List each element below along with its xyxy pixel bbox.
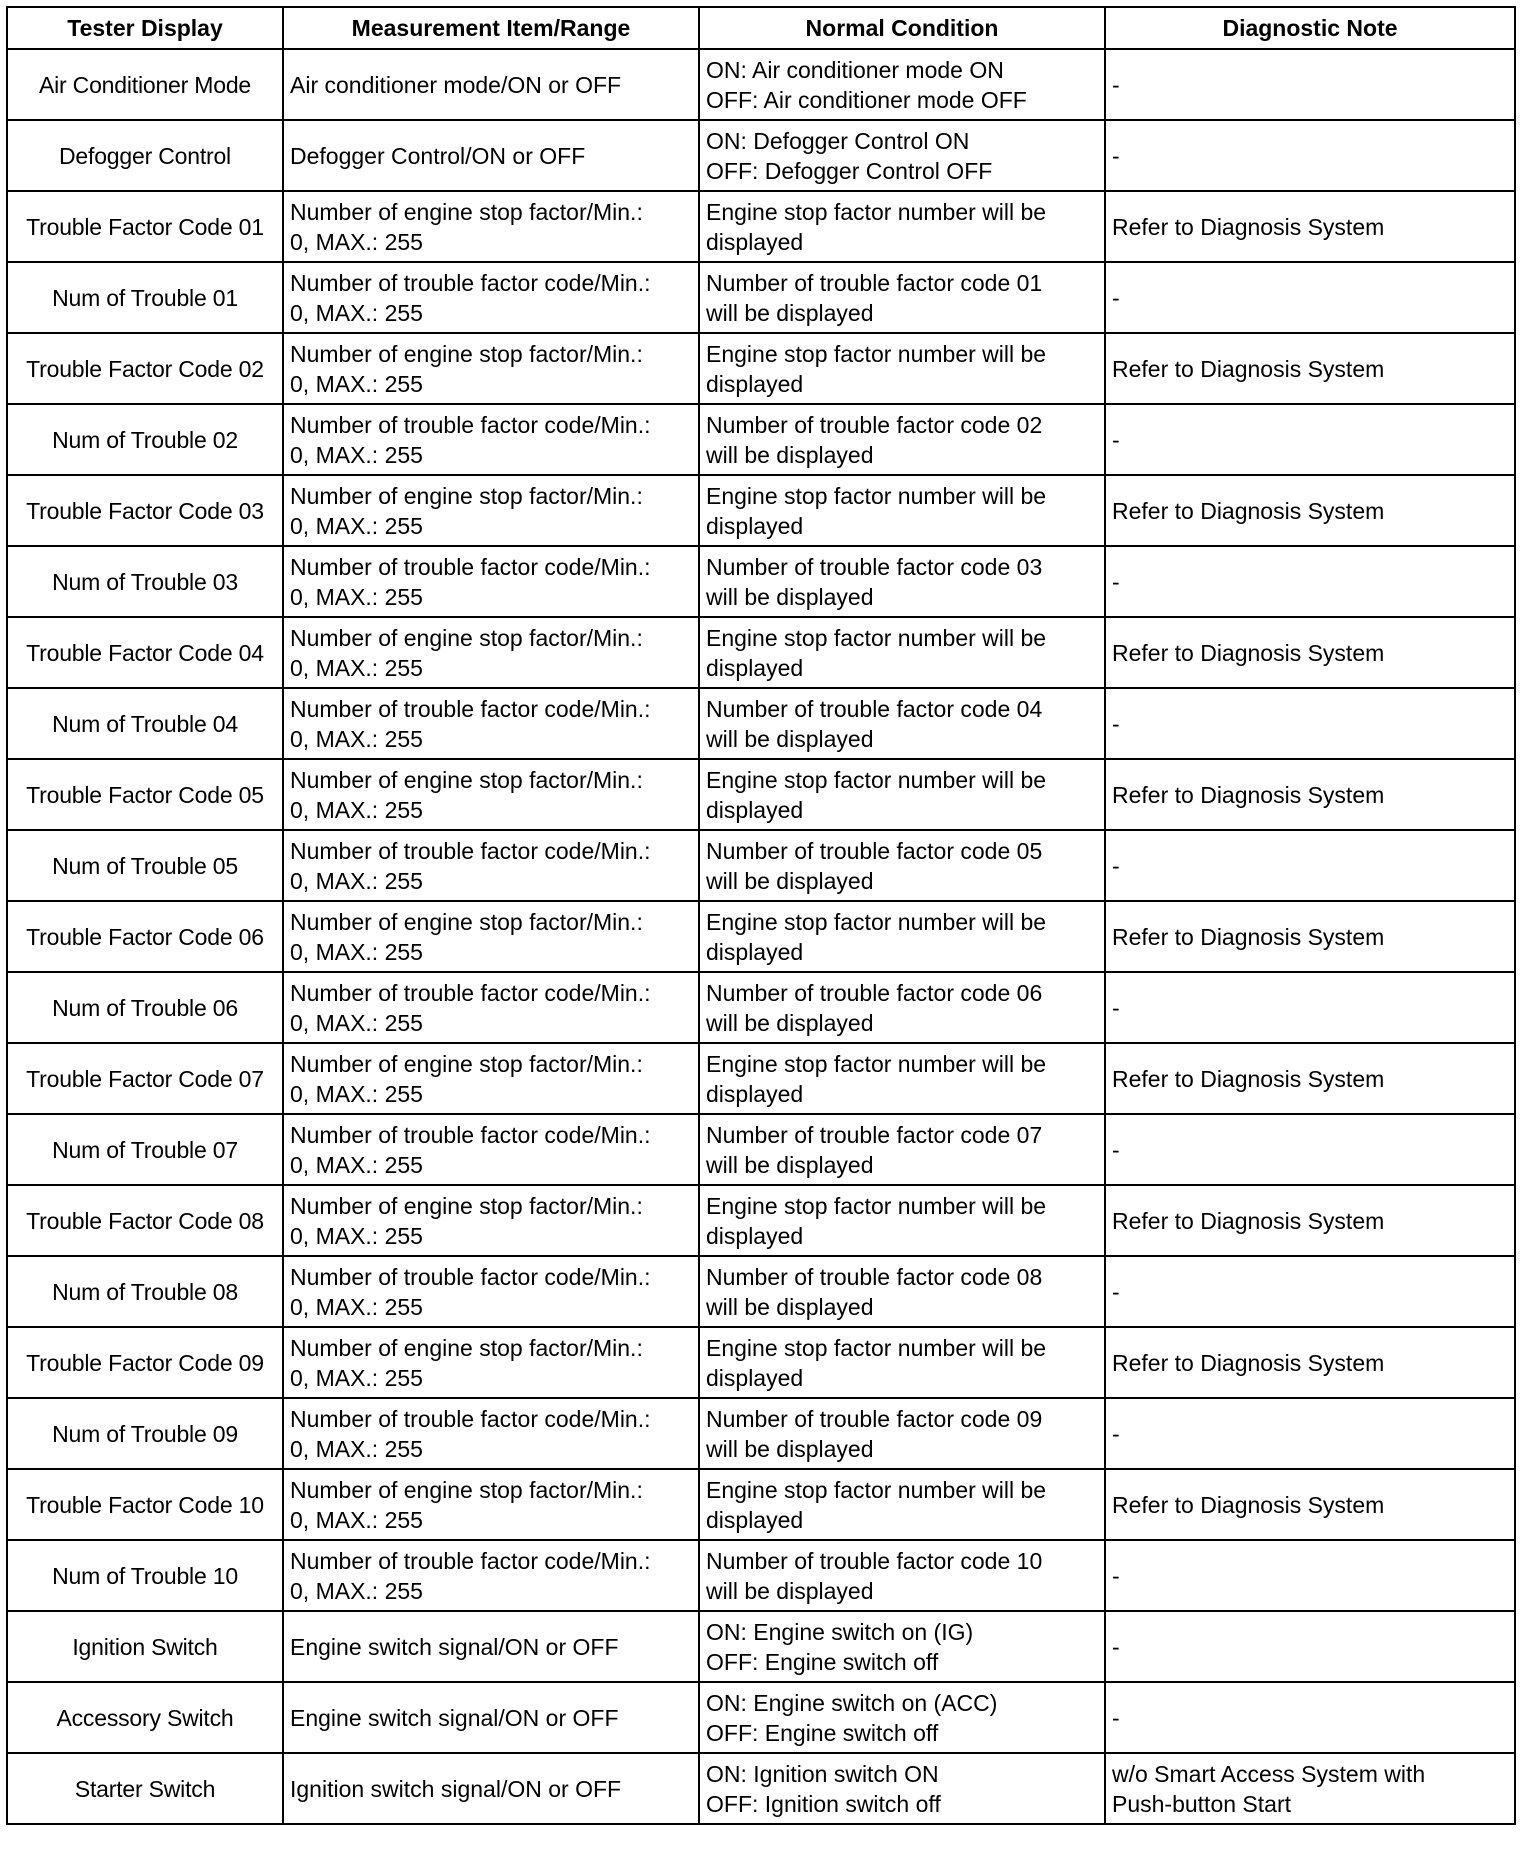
normal-condition-cell bbox=[699, 1327, 1105, 1398]
measurement-cell-line: 0, MAX.: 255 bbox=[290, 1009, 423, 1036]
diagnostic-note-cell-line: - bbox=[1112, 852, 1120, 879]
normal-condition-cell-line: displayed bbox=[706, 370, 804, 397]
measurement-cell bbox=[283, 1398, 699, 1469]
normal-condition-cell-line: displayed bbox=[706, 1222, 804, 1249]
measurement-cell-line: Number of trouble factor code/Min.: bbox=[290, 1121, 651, 1148]
diagnostic-note-cell bbox=[1105, 1043, 1515, 1114]
normal-condition-cell-line: OFF: Air conditioner mode OFF bbox=[706, 86, 1027, 113]
measurement-cell-line: Number of trouble factor code/Min.: bbox=[290, 1547, 651, 1574]
normal-condition-cell-line: ON: Ignition switch ON bbox=[706, 1760, 939, 1787]
measurement-cell bbox=[283, 759, 699, 830]
tester-display-cell: Trouble Factor Code 03 bbox=[7, 475, 283, 546]
table-row bbox=[7, 759, 1515, 830]
normal-condition-cell bbox=[699, 546, 1105, 617]
diagnostic-note-cell bbox=[1105, 262, 1515, 333]
diagnostic-note-cell bbox=[1105, 1753, 1515, 1824]
diagnostic-note-cell bbox=[1105, 830, 1515, 901]
diagnostic-note-cell bbox=[1105, 1114, 1515, 1185]
diagnostic-note-cell-line: Refer to Diagnosis System bbox=[1112, 923, 1385, 950]
table-row bbox=[7, 49, 1515, 120]
measurement-cell bbox=[283, 404, 699, 475]
normal-condition-cell bbox=[699, 1256, 1105, 1327]
measurement-cell bbox=[283, 1540, 699, 1611]
header-diagnostic-note: Diagnostic Note bbox=[1105, 7, 1515, 49]
normal-condition-cell-line: Engine stop factor number will be bbox=[706, 1050, 1047, 1077]
normal-condition-cell-line: Engine stop factor number will be bbox=[706, 766, 1047, 793]
normal-condition-cell bbox=[699, 333, 1105, 404]
diagnostic-note-cell-line: - bbox=[1112, 1562, 1120, 1589]
measurement-cell bbox=[283, 546, 699, 617]
measurement-cell-line: 0, MAX.: 255 bbox=[290, 583, 423, 610]
header-row bbox=[7, 7, 1515, 49]
normal-condition-cell bbox=[699, 759, 1105, 830]
table-row bbox=[7, 688, 1515, 759]
table-row bbox=[7, 972, 1515, 1043]
normal-condition-cell bbox=[699, 1398, 1105, 1469]
diagnostic-note-cell bbox=[1105, 617, 1515, 688]
normal-condition-cell-line: Engine stop factor number will be bbox=[706, 198, 1047, 225]
normal-condition-cell-line: displayed bbox=[706, 1080, 804, 1107]
diagnostic-note-cell bbox=[1105, 1469, 1515, 1540]
table-row bbox=[7, 617, 1515, 688]
table-row bbox=[7, 1398, 1515, 1469]
table-row bbox=[7, 262, 1515, 333]
diagnostic-note-cell bbox=[1105, 688, 1515, 759]
table-row bbox=[7, 1043, 1515, 1114]
tester-display-cell: Trouble Factor Code 09 bbox=[7, 1327, 283, 1398]
header-measurement-item: Measurement Item/Range bbox=[283, 7, 699, 49]
measurement-cell-line: 0, MAX.: 255 bbox=[290, 441, 423, 468]
measurement-cell-line: 0, MAX.: 255 bbox=[290, 228, 423, 255]
measurement-cell bbox=[283, 1469, 699, 1540]
measurement-cell-line: 0, MAX.: 255 bbox=[290, 796, 423, 823]
measurement-cell-line: Number of engine stop factor/Min.: bbox=[290, 766, 643, 793]
tester-display-cell: Ignition Switch bbox=[7, 1611, 283, 1682]
normal-condition-cell-line: Number of trouble factor code 08 bbox=[706, 1263, 1043, 1290]
measurement-cell-line: Number of engine stop factor/Min.: bbox=[290, 624, 643, 651]
diagnostic-note-cell bbox=[1105, 120, 1515, 191]
normal-condition-cell-line: Number of trouble factor code 03 bbox=[706, 553, 1043, 580]
diagnostic-note-cell-line: - bbox=[1112, 1278, 1120, 1305]
data-list-table-container bbox=[6, 6, 1514, 1825]
measurement-cell bbox=[283, 617, 699, 688]
tester-display-cell: Trouble Factor Code 05 bbox=[7, 759, 283, 830]
normal-condition-cell-line: Engine stop factor number will be bbox=[706, 1334, 1047, 1361]
diagnostic-note-cell bbox=[1105, 1611, 1515, 1682]
normal-condition-cell bbox=[699, 617, 1105, 688]
normal-condition-cell-line: OFF: Ignition switch off bbox=[706, 1790, 941, 1817]
tester-display-cell: Trouble Factor Code 02 bbox=[7, 333, 283, 404]
measurement-cell-line: 0, MAX.: 255 bbox=[290, 1080, 423, 1107]
measurement-cell-line: Number of engine stop factor/Min.: bbox=[290, 340, 643, 367]
measurement-cell bbox=[283, 475, 699, 546]
table-row bbox=[7, 1256, 1515, 1327]
diagnostic-note-cell bbox=[1105, 1327, 1515, 1398]
measurement-cell-line: Engine switch signal/ON or OFF bbox=[290, 1633, 619, 1660]
measurement-cell bbox=[283, 120, 699, 191]
tester-display-cell: Trouble Factor Code 06 bbox=[7, 901, 283, 972]
measurement-cell-line: 0, MAX.: 255 bbox=[290, 512, 423, 539]
table-row bbox=[7, 1540, 1515, 1611]
measurement-cell-line: Number of engine stop factor/Min.: bbox=[290, 1192, 643, 1219]
table-row bbox=[7, 191, 1515, 262]
measurement-cell bbox=[283, 1682, 699, 1753]
measurement-cell bbox=[283, 688, 699, 759]
normal-condition-cell bbox=[699, 830, 1105, 901]
tester-display-cell: Trouble Factor Code 04 bbox=[7, 617, 283, 688]
diagnostic-note-cell-line: Refer to Diagnosis System bbox=[1112, 781, 1385, 808]
measurement-cell bbox=[283, 972, 699, 1043]
table-row bbox=[7, 546, 1515, 617]
measurement-cell-line: 0, MAX.: 255 bbox=[290, 1222, 423, 1249]
normal-condition-cell-line: Number of trouble factor code 06 bbox=[706, 979, 1043, 1006]
diagnostic-note-cell bbox=[1105, 1185, 1515, 1256]
diagnostic-note-cell bbox=[1105, 1682, 1515, 1753]
diagnostic-note-cell bbox=[1105, 1398, 1515, 1469]
normal-condition-cell bbox=[699, 120, 1105, 191]
normal-condition-cell bbox=[699, 1185, 1105, 1256]
normal-condition-cell-line: Number of trouble factor code 09 bbox=[706, 1405, 1043, 1432]
measurement-cell-line: Number of engine stop factor/Min.: bbox=[290, 1334, 643, 1361]
normal-condition-cell-line: will be displayed bbox=[706, 1435, 874, 1462]
diagnostic-note-cell-line: - bbox=[1112, 710, 1120, 737]
table-row bbox=[7, 1753, 1515, 1824]
normal-condition-cell bbox=[699, 1540, 1105, 1611]
measurement-cell-line: 0, MAX.: 255 bbox=[290, 1577, 423, 1604]
normal-condition-cell-line: ON: Engine switch on (IG) bbox=[706, 1618, 974, 1645]
diagnostic-note-cell-line: - bbox=[1112, 426, 1120, 453]
normal-condition-cell-line: will be displayed bbox=[706, 299, 874, 326]
normal-condition-cell-line: will be displayed bbox=[706, 1009, 874, 1036]
measurement-cell bbox=[283, 49, 699, 120]
measurement-cell bbox=[283, 1114, 699, 1185]
normal-condition-cell-line: will be displayed bbox=[706, 725, 874, 752]
table-row bbox=[7, 333, 1515, 404]
table-row bbox=[7, 1611, 1515, 1682]
measurement-cell-line: 0, MAX.: 255 bbox=[290, 654, 423, 681]
normal-condition-cell bbox=[699, 901, 1105, 972]
normal-condition-cell bbox=[699, 1682, 1105, 1753]
diagnostic-note-cell-line: - bbox=[1112, 284, 1120, 311]
normal-condition-cell-line: displayed bbox=[706, 228, 804, 255]
diagnostic-note-cell bbox=[1105, 49, 1515, 120]
measurement-cell bbox=[283, 262, 699, 333]
measurement-cell-line: Number of engine stop factor/Min.: bbox=[290, 1476, 643, 1503]
tester-display-cell: Trouble Factor Code 07 bbox=[7, 1043, 283, 1114]
measurement-cell-line: Number of trouble factor code/Min.: bbox=[290, 1405, 651, 1432]
measurement-cell-line: 0, MAX.: 255 bbox=[290, 299, 423, 326]
normal-condition-cell-line: will be displayed bbox=[706, 583, 874, 610]
measurement-cell-line: Number of trouble factor code/Min.: bbox=[290, 979, 651, 1006]
normal-condition-cell-line: ON: Air conditioner mode ON bbox=[706, 56, 1004, 83]
measurement-cell bbox=[283, 1043, 699, 1114]
measurement-cell-line: Number of engine stop factor/Min.: bbox=[290, 482, 643, 509]
tester-display-cell: Starter Switch bbox=[7, 1753, 283, 1824]
table-row bbox=[7, 830, 1515, 901]
measurement-cell-line: Number of engine stop factor/Min.: bbox=[290, 1050, 643, 1077]
normal-condition-cell bbox=[699, 972, 1105, 1043]
tester-display-cell: Num of Trouble 08 bbox=[7, 1256, 283, 1327]
table-row bbox=[7, 120, 1515, 191]
tester-display-cell: Num of Trouble 10 bbox=[7, 1540, 283, 1611]
normal-condition-cell bbox=[699, 1114, 1105, 1185]
measurement-cell-line: 0, MAX.: 255 bbox=[290, 1506, 423, 1533]
normal-condition-cell bbox=[699, 1469, 1105, 1540]
tester-display-cell: Num of Trouble 03 bbox=[7, 546, 283, 617]
measurement-cell-line: Number of trouble factor code/Min.: bbox=[290, 837, 651, 864]
measurement-cell-line: Air conditioner mode/ON or OFF bbox=[290, 71, 622, 98]
diagnostic-note-cell bbox=[1105, 759, 1515, 830]
normal-condition-cell bbox=[699, 475, 1105, 546]
normal-condition-cell-line: displayed bbox=[706, 1506, 804, 1533]
normal-condition-cell-line: Engine stop factor number will be bbox=[706, 482, 1047, 509]
diagnostic-note-cell-line: - bbox=[1112, 994, 1120, 1021]
measurement-cell-line: 0, MAX.: 255 bbox=[290, 1293, 423, 1320]
measurement-cell-line: Number of trouble factor code/Min.: bbox=[290, 695, 651, 722]
normal-condition-cell-line: will be displayed bbox=[706, 867, 874, 894]
data-list-table bbox=[6, 6, 1516, 1825]
diagnostic-note-cell bbox=[1105, 546, 1515, 617]
measurement-cell bbox=[283, 1185, 699, 1256]
diagnostic-note-cell bbox=[1105, 901, 1515, 972]
diagnostic-note-cell-line: Refer to Diagnosis System bbox=[1112, 355, 1385, 382]
measurement-cell-line: 0, MAX.: 255 bbox=[290, 725, 423, 752]
tester-display-cell: Num of Trouble 07 bbox=[7, 1114, 283, 1185]
measurement-cell bbox=[283, 1256, 699, 1327]
diagnostic-note-cell-line: Refer to Diagnosis System bbox=[1112, 497, 1385, 524]
measurement-cell-line: Defogger Control/ON or OFF bbox=[290, 142, 586, 169]
table-row bbox=[7, 404, 1515, 475]
measurement-cell-line: Number of engine stop factor/Min.: bbox=[290, 198, 643, 225]
measurement-cell-line: Number of engine stop factor/Min.: bbox=[290, 908, 643, 935]
normal-condition-cell-line: displayed bbox=[706, 1364, 804, 1391]
diagnostic-note-cell bbox=[1105, 404, 1515, 475]
normal-condition-cell bbox=[699, 49, 1105, 120]
diagnostic-note-cell bbox=[1105, 475, 1515, 546]
measurement-cell-line: Number of trouble factor code/Min.: bbox=[290, 1263, 651, 1290]
measurement-cell-line: 0, MAX.: 255 bbox=[290, 1364, 423, 1391]
measurement-cell-line: 0, MAX.: 255 bbox=[290, 867, 423, 894]
measurement-cell-line: Ignition switch signal/ON or OFF bbox=[290, 1775, 622, 1802]
measurement-cell bbox=[283, 830, 699, 901]
normal-condition-cell bbox=[699, 262, 1105, 333]
normal-condition-cell-line: Number of trouble factor code 04 bbox=[706, 695, 1043, 722]
normal-condition-cell-line: ON: Defogger Control ON bbox=[706, 127, 970, 154]
normal-condition-cell bbox=[699, 1611, 1105, 1682]
diagnostic-note-cell bbox=[1105, 191, 1515, 262]
normal-condition-cell-line: displayed bbox=[706, 796, 804, 823]
measurement-cell bbox=[283, 1327, 699, 1398]
measurement-cell-line: Number of trouble factor code/Min.: bbox=[290, 269, 651, 296]
normal-condition-cell-line: will be displayed bbox=[706, 441, 874, 468]
diagnostic-note-cell-line: - bbox=[1112, 1633, 1120, 1660]
normal-condition-cell-line: displayed bbox=[706, 654, 804, 681]
diagnostic-note-cell bbox=[1105, 333, 1515, 404]
normal-condition-cell-line: OFF: Engine switch off bbox=[706, 1719, 939, 1746]
normal-condition-cell bbox=[699, 1753, 1105, 1824]
tester-display-cell: Num of Trouble 09 bbox=[7, 1398, 283, 1469]
diagnostic-note-cell bbox=[1105, 1540, 1515, 1611]
tester-display-cell: Trouble Factor Code 01 bbox=[7, 191, 283, 262]
diagnostic-note-cell-line: - bbox=[1112, 1704, 1120, 1731]
normal-condition-cell-line: Number of trouble factor code 02 bbox=[706, 411, 1043, 438]
diagnostic-note-cell-line: Refer to Diagnosis System bbox=[1112, 213, 1385, 240]
diagnostic-note-cell-line: Refer to Diagnosis System bbox=[1112, 1207, 1385, 1234]
table-row bbox=[7, 1469, 1515, 1540]
tester-display-cell: Accessory Switch bbox=[7, 1682, 283, 1753]
normal-condition-cell-line: will be displayed bbox=[706, 1577, 874, 1604]
measurement-cell-line: 0, MAX.: 255 bbox=[290, 370, 423, 397]
diagnostic-note-cell-line: - bbox=[1112, 568, 1120, 595]
diagnostic-note-cell bbox=[1105, 972, 1515, 1043]
measurement-cell-line: 0, MAX.: 255 bbox=[290, 938, 423, 965]
normal-condition-cell-line: Number of trouble factor code 01 bbox=[706, 269, 1043, 296]
measurement-cell-line: Number of trouble factor code/Min.: bbox=[290, 411, 651, 438]
tester-display-cell: Num of Trouble 02 bbox=[7, 404, 283, 475]
header-tester-display: Tester Display bbox=[7, 7, 283, 49]
table-row bbox=[7, 1327, 1515, 1398]
normal-condition-cell-line: displayed bbox=[706, 938, 804, 965]
measurement-cell bbox=[283, 1753, 699, 1824]
table-row bbox=[7, 1114, 1515, 1185]
header-normal-condition: Normal Condition bbox=[699, 7, 1105, 49]
tester-display-cell: Trouble Factor Code 08 bbox=[7, 1185, 283, 1256]
table-row bbox=[7, 1682, 1515, 1753]
normal-condition-cell bbox=[699, 191, 1105, 262]
table-row bbox=[7, 1185, 1515, 1256]
measurement-cell-line: 0, MAX.: 255 bbox=[290, 1151, 423, 1178]
normal-condition-cell-line: ON: Engine switch on (ACC) bbox=[706, 1689, 998, 1716]
table-row bbox=[7, 901, 1515, 972]
measurement-cell bbox=[283, 333, 699, 404]
normal-condition-cell-line: Engine stop factor number will be bbox=[706, 1476, 1047, 1503]
tester-display-cell: Defogger Control bbox=[7, 120, 283, 191]
measurement-cell-line: Number of trouble factor code/Min.: bbox=[290, 553, 651, 580]
normal-condition-cell-line: Engine stop factor number will be bbox=[706, 908, 1047, 935]
normal-condition-cell-line: Number of trouble factor code 05 bbox=[706, 837, 1043, 864]
diagnostic-note-cell-line: Refer to Diagnosis System bbox=[1112, 1349, 1385, 1376]
measurement-cell-line: Engine switch signal/ON or OFF bbox=[290, 1704, 619, 1731]
diagnostic-note-cell-line: - bbox=[1112, 142, 1120, 169]
diagnostic-note-cell-line: Refer to Diagnosis System bbox=[1112, 639, 1385, 666]
normal-condition-cell-line: OFF: Engine switch off bbox=[706, 1648, 939, 1675]
normal-condition-cell-line: OFF: Defogger Control OFF bbox=[706, 157, 993, 184]
measurement-cell-line: 0, MAX.: 255 bbox=[290, 1435, 423, 1462]
table-body bbox=[7, 49, 1515, 1824]
diagnostic-note-cell-line: w/o Smart Access System with bbox=[1112, 1760, 1426, 1787]
diagnostic-note-cell-line: - bbox=[1112, 71, 1120, 98]
normal-condition-cell-line: Engine stop factor number will be bbox=[706, 340, 1047, 367]
tester-display-cell: Trouble Factor Code 10 bbox=[7, 1469, 283, 1540]
diagnostic-note-cell-line: Push-button Start bbox=[1112, 1790, 1291, 1817]
normal-condition-cell bbox=[699, 404, 1105, 475]
diagnostic-note-cell-line: Refer to Diagnosis System bbox=[1112, 1065, 1385, 1092]
normal-condition-cell-line: displayed bbox=[706, 512, 804, 539]
normal-condition-cell-line: Engine stop factor number will be bbox=[706, 1192, 1047, 1219]
normal-condition-cell-line: will be displayed bbox=[706, 1293, 874, 1320]
normal-condition-cell-line: will be displayed bbox=[706, 1151, 874, 1178]
diagnostic-note-cell-line: - bbox=[1112, 1420, 1120, 1447]
tester-display-cell: Num of Trouble 01 bbox=[7, 262, 283, 333]
measurement-cell bbox=[283, 1611, 699, 1682]
tester-display-cell: Num of Trouble 06 bbox=[7, 972, 283, 1043]
diagnostic-note-cell-line: - bbox=[1112, 1136, 1120, 1163]
diagnostic-note-cell bbox=[1105, 1256, 1515, 1327]
table-row bbox=[7, 475, 1515, 546]
normal-condition-cell-line: Number of trouble factor code 07 bbox=[706, 1121, 1043, 1148]
normal-condition-cell-line: Engine stop factor number will be bbox=[706, 624, 1047, 651]
measurement-cell bbox=[283, 191, 699, 262]
tester-display-cell: Num of Trouble 05 bbox=[7, 830, 283, 901]
measurement-cell bbox=[283, 901, 699, 972]
diagnostic-note-cell-line: Refer to Diagnosis System bbox=[1112, 1491, 1385, 1518]
normal-condition-cell bbox=[699, 1043, 1105, 1114]
normal-condition-cell-line: Number of trouble factor code 10 bbox=[706, 1547, 1043, 1574]
tester-display-cell: Num of Trouble 04 bbox=[7, 688, 283, 759]
tester-display-cell: Air Conditioner Mode bbox=[7, 49, 283, 120]
normal-condition-cell bbox=[699, 688, 1105, 759]
